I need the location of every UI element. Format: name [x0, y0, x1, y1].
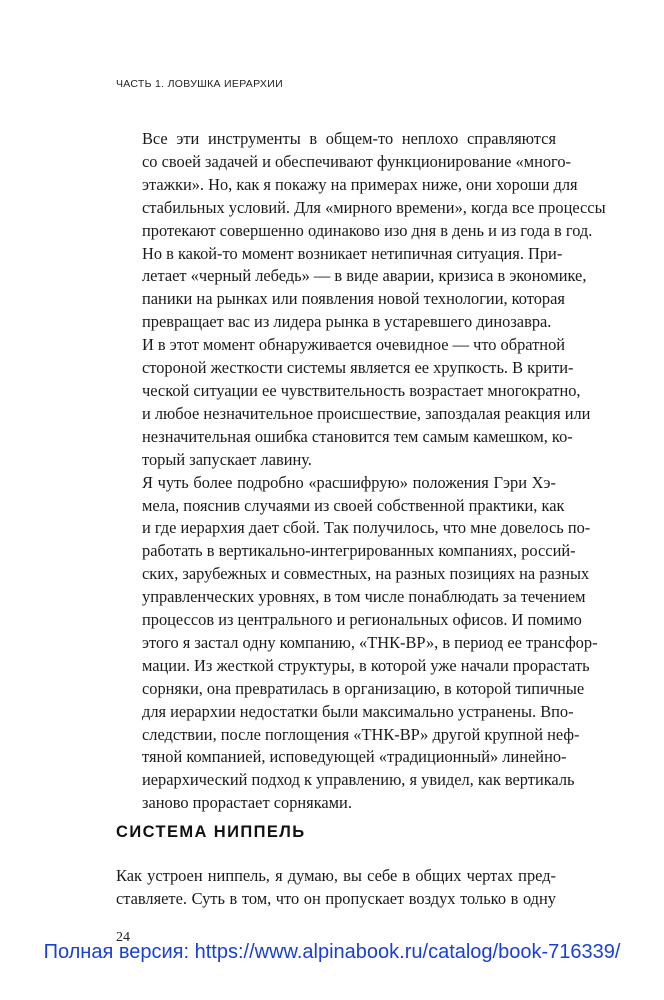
text-line: управленческих уровнях, в том числе понаблюдать за течением [142, 587, 586, 607]
running-header: ЧАСТЬ 1. ЛОВУШКА ИЕРАРХИИ [116, 78, 283, 90]
paragraph [116, 334, 591, 471]
text-line: процессов из центрального и региональных офисов. И помимо [142, 610, 582, 630]
text-line: протекают совершенно одинаково изо дня в день и из года в год. [142, 220, 593, 240]
text-line: Я чуть более подробно «расшифрую» положения Гэри Хэ- [142, 472, 556, 492]
text-line: ческой ситуации ее чувствительность возрастает многократно, [142, 380, 581, 400]
text-line: сорняки, она превратилась в организацию, в которой типичные [142, 678, 585, 698]
text-line: ских, зарубежных и совместных, на разных позициях на разных [142, 564, 590, 584]
text-line: Но в какой-то момент возникает нетипичная ситуация. При- [142, 243, 563, 263]
text-line: Как устроен ниппель, я думаю, вы себе в общих чертах пред- [116, 866, 556, 885]
text-line: работать в вертикально-интегрированных компаниях, россий- [142, 541, 576, 561]
text-line: ставляете. Суть в том, что он пропускает воздух только в одну [116, 888, 556, 908]
text-line: стороной жесткости системы является ее хрупкость. В крити- [142, 358, 574, 378]
full-version-link[interactable]: Полная версия: https://www.alpinabook.ru/catalog/book-716339/ [43, 941, 621, 963]
body-text [116, 128, 606, 815]
text-line: со своей задачей и обеспечивают функционирование «много- [142, 151, 572, 171]
text-line: превращает вас из лидера рынка в устаревшего динозавра. [142, 312, 552, 332]
paragraph [116, 128, 606, 243]
section-body [116, 865, 556, 911]
text-line: для иерархии недостатки были максимально устранены. Впо- [142, 701, 574, 721]
text-line: стабильных условий. Для «мирного времени», когда все процессы [142, 197, 606, 217]
text-line: незначительная ошибка становится тем самым камешком, ко- [142, 426, 573, 446]
text-line: иерархический подход к управлению, я увидел, как вертикаль [142, 770, 575, 790]
text-line: мела, пояснив случаями из своей собственной практики, как [142, 495, 565, 515]
section-heading: СИСТЕМА НИППЕЛЬ [116, 823, 306, 841]
text-line: этого я застал одну компанию, «ТНК-ВР», в период ее трансфор- [142, 632, 598, 652]
text-line: и где иерархия дает сбой. Так получилось, что мне довелось по- [142, 518, 591, 538]
text-line: торый запускает лавину. [142, 449, 312, 469]
text-line: паники на рынках или появления новой технологии, которая [142, 289, 565, 309]
page-number: 24 [116, 930, 130, 945]
text-line: Все эти инструменты в общем-то неплохо справляются [142, 129, 556, 148]
text-line: и любое незначительное происшествие, запоздалая реакция или [142, 403, 591, 423]
text-line: летает «черный лебедь» — в виде аварии, кризиса в экономике, [142, 266, 587, 286]
text-line: этажки». Но, как я покажу на примерах ниже, они хороши для [142, 174, 578, 194]
text-line: мации. Из жесткой структуры, в которой уже начали прорастать [142, 655, 590, 675]
paragraph [116, 243, 587, 335]
text-line: тяной компанией, исповедующей «традиционный» линейно- [142, 747, 567, 767]
text-line: заново прорастает сорняками. [142, 793, 352, 813]
text-line: следствии, после поглощения «ТНК-ВР» другой крупной неф- [142, 724, 580, 744]
text-line: И в этот момент обнаруживается очевидное — что обратной [142, 335, 566, 355]
paragraph [116, 472, 598, 816]
